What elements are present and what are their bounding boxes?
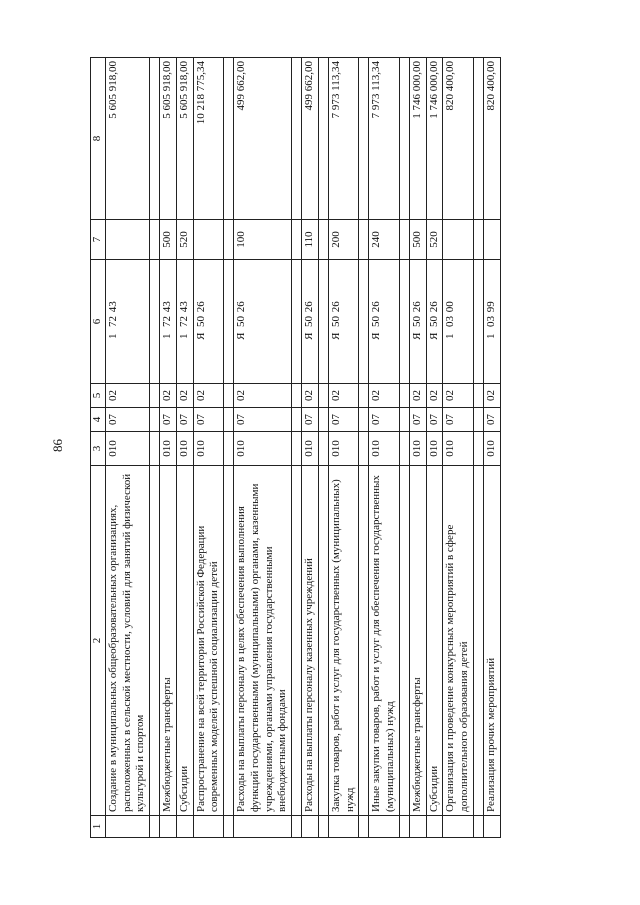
code-target-article: Я 50 26 [328,260,359,384]
amount: 1 746 000,00 [409,58,426,220]
row-name: Субсидии [176,466,193,816]
spacer-row [150,58,160,838]
code-subsection: 02 [483,384,500,408]
code-expense-type: 100 [234,220,292,260]
budget-table [90,57,501,838]
header-row [91,58,106,838]
amount: 10 218 775,34 [193,58,224,220]
code-subsection: 02 [160,384,177,408]
code-section: 07 [105,408,149,432]
code-expense-type: 520 [176,220,193,260]
row-index-cell [302,816,319,838]
col-header-3: 3 [91,432,106,466]
code-ministry: 010 [328,432,359,466]
row-name: Закупка товаров, работ и услуг для государственных (муниципальных) нужд [328,466,359,816]
code-section: 07 [302,408,319,432]
code-section: 07 [160,408,177,432]
col-header-6: 6 [91,260,106,384]
budget-table-rotated [90,58,595,838]
code-expense-type [443,220,474,260]
code-ministry: 010 [160,432,177,466]
table-row [160,58,177,838]
amount: 7 973 113,34 [369,58,400,220]
row-name: Организация и проведение конкурсных мероприятий в сфере дополнительного образования детей [443,466,474,816]
row-name: Расходы на выплаты персоналу в целях обеспечения выполнения функций государственными (муниципальными) органами, казенными учреждениями, органами управления государственными внебюджетными фондами [234,466,292,816]
code-subsection: 02 [193,384,224,408]
code-ministry: 010 [302,432,319,466]
row-name: Иные закупки товаров, работ и услуг для обеспечения государственных (муниципальных) нужд [369,466,400,816]
code-expense-type: 500 [409,220,426,260]
spacer-row [473,58,483,838]
code-target-article: 1 03 99 [483,260,500,384]
code-subsection: 02 [176,384,193,408]
col-header-7: 7 [91,220,106,260]
code-ministry: 010 [176,432,193,466]
amount: 499 662,00 [302,58,319,220]
col-header-5: 5 [91,384,106,408]
code-section: 07 [369,408,400,432]
code-target-article: Я 50 26 [302,260,319,384]
row-name: Реализация прочих мероприятий [483,466,500,816]
col-header-8: 8 [91,58,106,220]
code-expense-type: 500 [160,220,177,260]
spacer-row [318,58,328,838]
code-ministry: 010 [105,432,149,466]
row-name: Расходы на выплаты персоналу казенных учреждений [302,466,319,816]
code-target-article: Я 50 26 [193,260,224,384]
row-index-cell [443,816,474,838]
table-row [302,58,319,838]
code-section: 07 [176,408,193,432]
row-index-cell [105,816,149,838]
code-ministry: 010 [426,432,443,466]
spacer-row [292,58,302,838]
row-index-cell [234,816,292,838]
code-subsection: 02 [426,384,443,408]
code-expense-type [483,220,500,260]
table-row [483,58,500,838]
code-subsection: 02 [302,384,319,408]
code-section: 07 [426,408,443,432]
row-index-cell [328,816,359,838]
code-subsection: 02 [105,384,149,408]
table-row [369,58,400,838]
table-row [409,58,426,838]
code-expense-type: 200 [328,220,359,260]
code-section: 07 [483,408,500,432]
code-subsection: 02 [443,384,474,408]
col-header-1: 1 [91,816,106,838]
code-section: 07 [443,408,474,432]
row-name: Субсидии [426,466,443,816]
code-expense-type [105,220,149,260]
amount: 499 662,00 [234,58,292,220]
row-index-cell [193,816,224,838]
row-index-cell [176,816,193,838]
code-ministry: 010 [443,432,474,466]
spacer-row [399,58,409,838]
row-index-cell [369,816,400,838]
spacer-row [359,58,369,838]
row-name: Межбюджетные трансферты [409,466,426,816]
amount: 5 605 918,00 [176,58,193,220]
amount: 5 605 918,00 [160,58,177,220]
code-target-article: Я 50 26 [409,260,426,384]
code-subsection: 02 [369,384,400,408]
code-target-article: 1 03 00 [443,260,474,384]
code-ministry: 010 [369,432,400,466]
table-row [193,58,224,838]
row-index-cell [409,816,426,838]
code-ministry: 010 [234,432,292,466]
code-target-article: 1 72 43 [176,260,193,384]
table-row [443,58,474,838]
table-row [105,58,149,838]
table-row [426,58,443,838]
code-target-article: 1 72 43 [105,260,149,384]
code-expense-type: 110 [302,220,319,260]
code-ministry: 010 [409,432,426,466]
amount: 1 746 000,00 [426,58,443,220]
table-row [328,58,359,838]
code-subsection: 02 [409,384,426,408]
row-index-cell [483,816,500,838]
row-index-cell [426,816,443,838]
table-row [234,58,292,838]
code-expense-type: 240 [369,220,400,260]
spacer-row [224,58,234,838]
col-header-4: 4 [91,408,106,432]
code-ministry: 010 [483,432,500,466]
code-subsection: 02 [328,384,359,408]
row-name: Создание в муниципальных общеобразовательных организациях, расположенных в сельской местности, условий для занятий физической культурой и спортом [105,466,149,816]
row-name: Межбюджетные трансферты [160,466,177,816]
row-index-cell [160,816,177,838]
amount: 820 400,00 [443,58,474,220]
code-subsection: 02 [234,384,292,408]
col-header-2: 2 [91,466,106,816]
amount: 5 605 918,00 [105,58,149,220]
page-number: 86 [50,439,65,452]
code-expense-type [193,220,224,260]
code-target-article: Я 50 26 [369,260,400,384]
code-section: 07 [193,408,224,432]
amount: 7 973 113,34 [328,58,359,220]
code-section: 07 [409,408,426,432]
code-expense-type: 520 [426,220,443,260]
code-target-article: Я 50 26 [234,260,292,384]
code-section: 07 [234,408,292,432]
code-section: 07 [328,408,359,432]
amount: 820 400,00 [483,58,500,220]
code-target-article: Я 50 26 [426,260,443,384]
table-row [176,58,193,838]
row-name: Распространение на всей территории Российской Федерации современных моделей успешной социализации детей [193,466,224,816]
code-target-article: 1 72 43 [160,260,177,384]
code-ministry: 010 [193,432,224,466]
